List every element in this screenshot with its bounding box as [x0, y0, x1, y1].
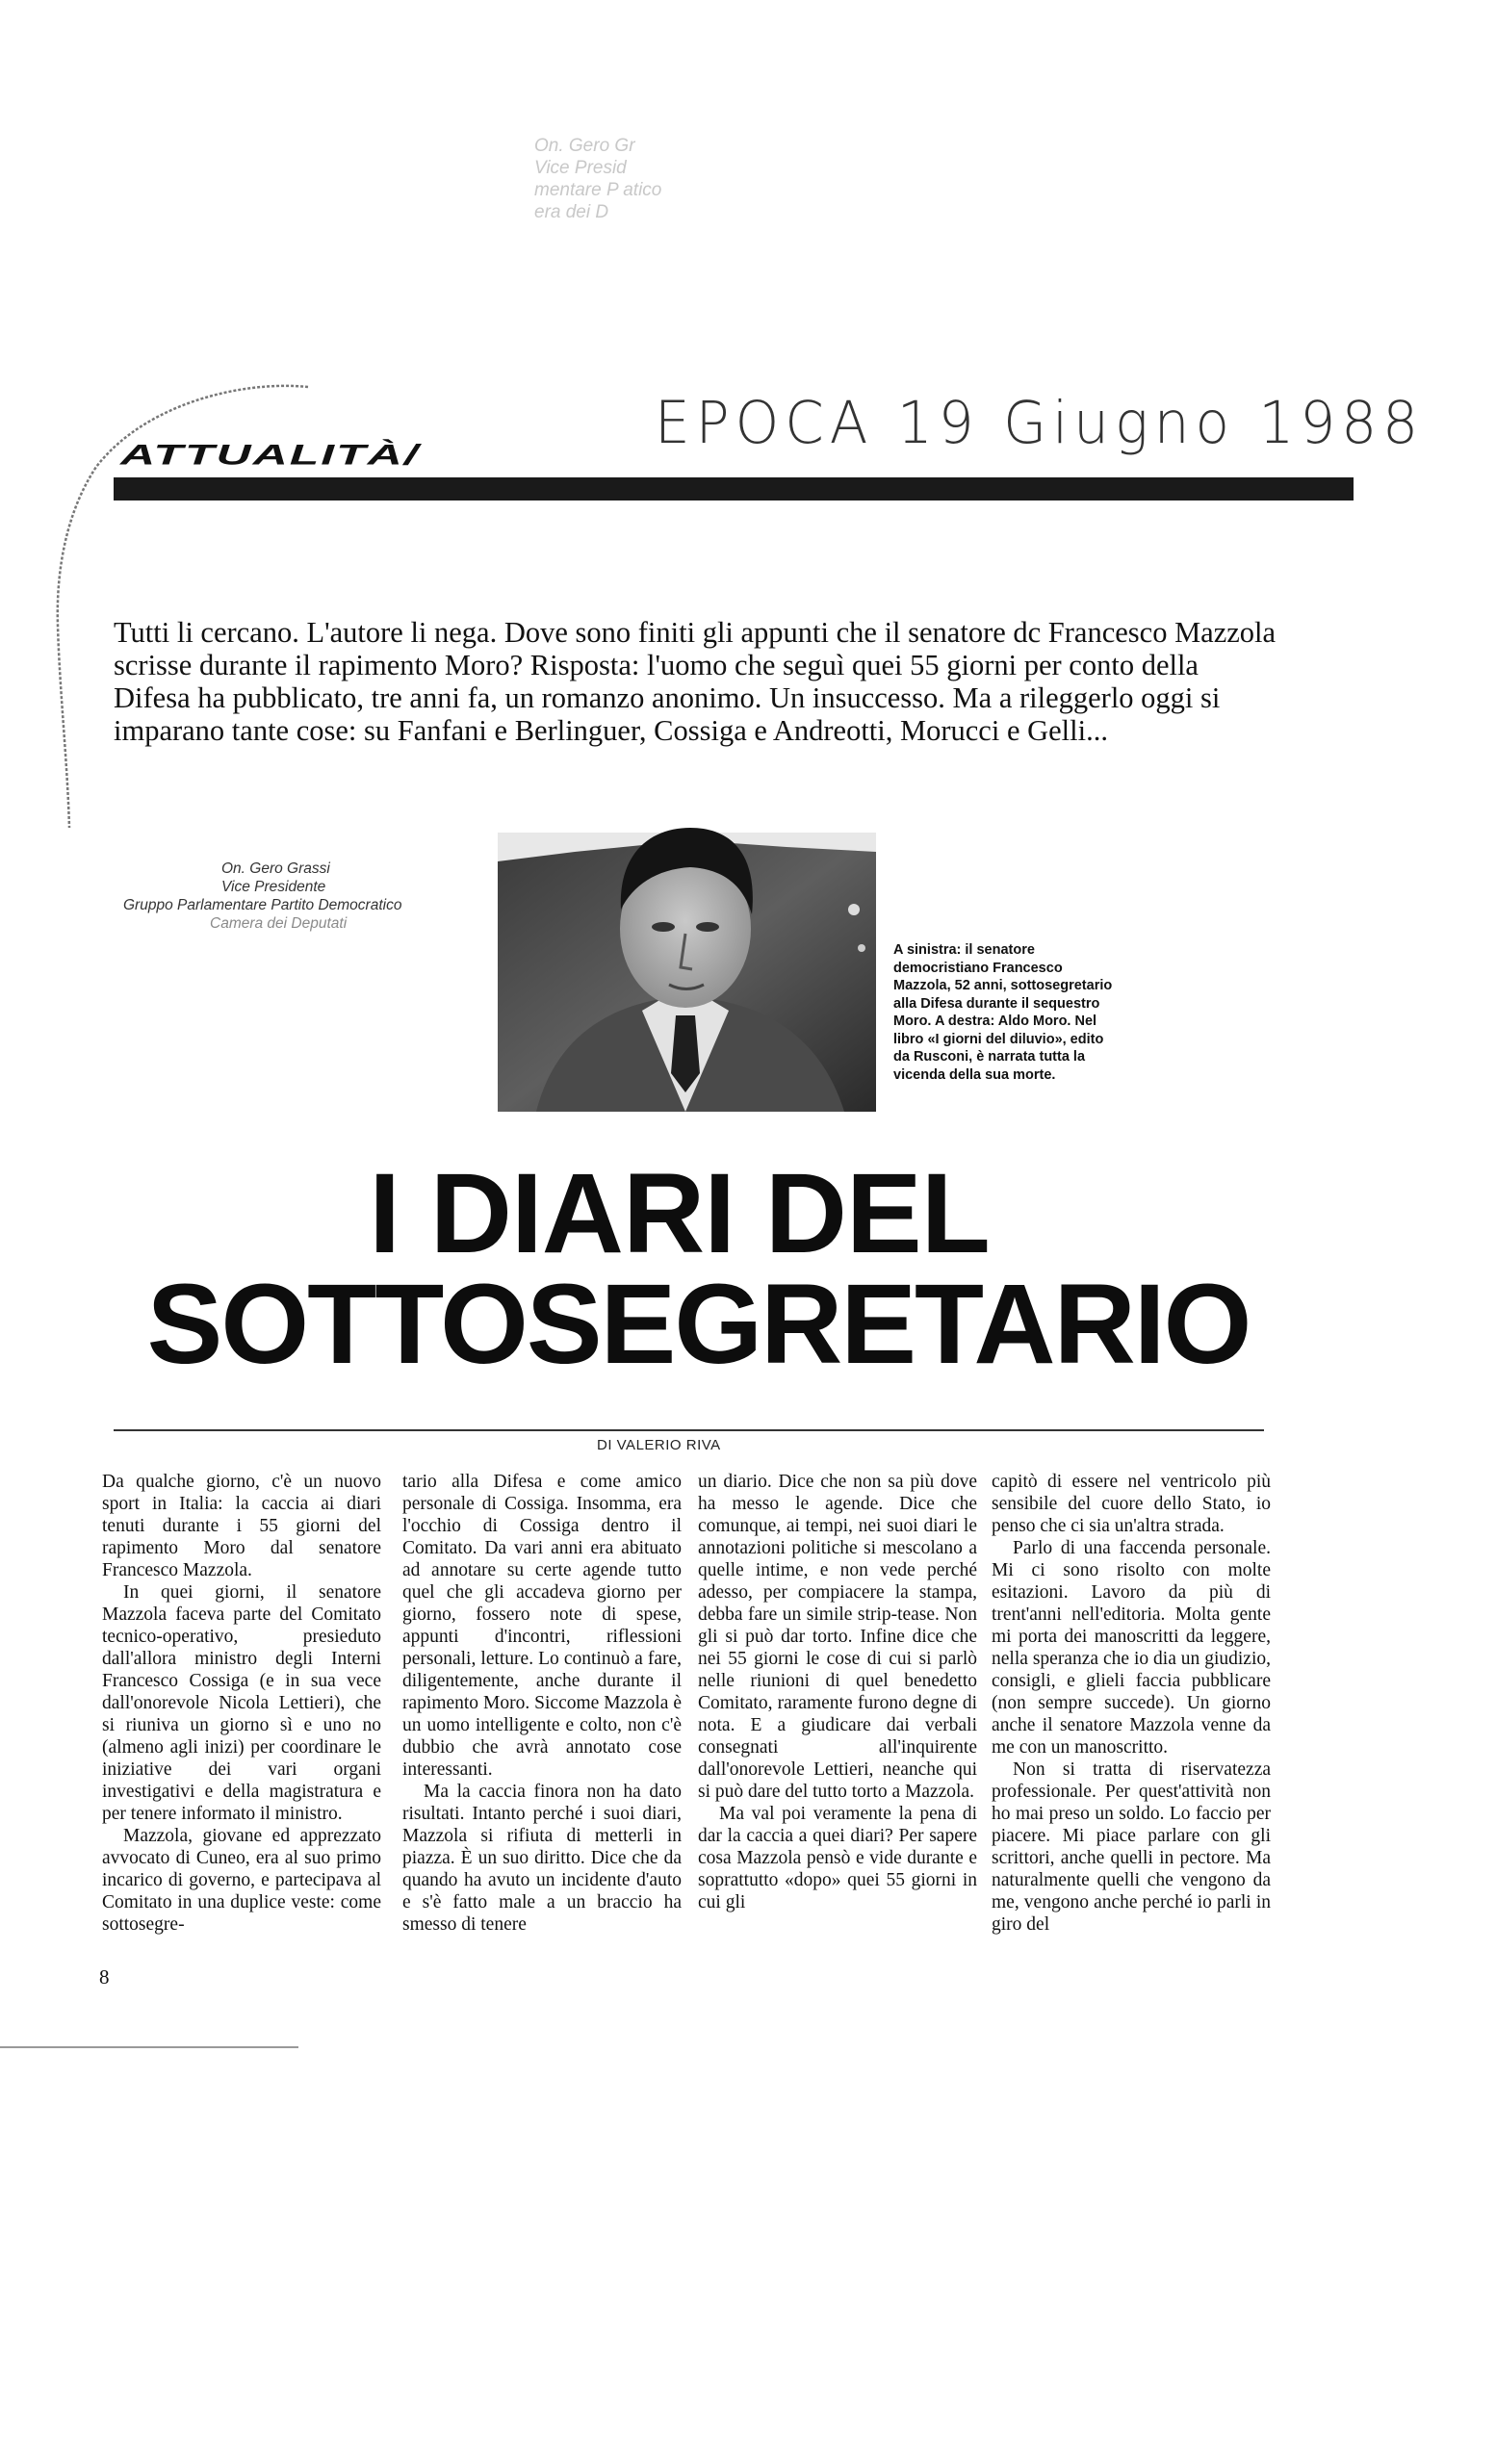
article-paragraph: Ma val poi veramente la pena di dar la caccia a quei diari? Per sapere cosa Mazzola pensò e vide durante e soprattutto «dopo» quei 55 giorni in cui gli — [698, 1804, 977, 1912]
stamp-top-line: mentare P atico — [534, 180, 662, 200]
article-column-2 — [402, 1471, 682, 1936]
article-paragraph: Ma la caccia finora non ha dato risultati. Intanto perché i suoi diari, Mazzola si rifiuta di metterli in piazza. È un suo diritto. Dice che da quando ha avuto un incidente d'auto e s'è fatto male a un braccio ha smesso di tenere — [402, 1782, 682, 1935]
deputy-stamp — [123, 860, 470, 933]
article-column-4 — [992, 1471, 1271, 1936]
article-paragraph: In quei giorni, il senatore Mazzola faceva parte del Comitato tecnico-operativo, presieduto dall'allora ministro degli Interni Francesco Cossiga (e in sua vece dall'onorevole Nicola Lettieri), che si riuniva un giorno sì e uno no (almeno agli inizi) per coordinare le iniziative dei vari organi investigativi e della magistratura e per tenere informato il ministro. — [102, 1582, 381, 1824]
page-number: 8 — [99, 1965, 110, 1989]
article-column-3 — [698, 1471, 977, 1913]
stamp-top-line: era dei D — [534, 202, 609, 222]
headline-line-1: I DIARI DEL — [369, 1150, 990, 1277]
article-paragraph: Da qualche giorno, c'è un nuovo sport in Italia: la caccia ai diari tenuti durante i 55 giorni del rapimento Moro dal senatore Francesco Mazzola. — [102, 1472, 381, 1580]
portrait-photo — [498, 794, 876, 1112]
stamp-top-line: On. Gero Gr — [534, 136, 635, 156]
stamp-role: Vice Presidente — [221, 879, 326, 895]
article-column-1 — [102, 1471, 381, 1936]
photo-caption: A sinistra: il senatore democristiano Francesco Mazzola, 52 anni, sottosegretario alla Difesa durante il sequestro Moro. A destra: Aldo Moro. Nel libro «I giorni del diluvio», edito da Rusconi, è narrata tutta la vicenda della sua morte. — [893, 942, 1113, 1083]
bottom-rule — [0, 2046, 298, 2048]
headline-line-2: SOTTOSEGRETARIO — [146, 1261, 1251, 1388]
stamp-chamber: Camera dei Deputati — [210, 915, 348, 932]
article-paragraph: Mazzola, giovane ed apprezzato avvocato di Cuneo, era al suo primo incarico di governo, e partecipava al Comitato in una duplice veste: come sottosegre- — [102, 1826, 381, 1935]
portrait-photo-graphic — [498, 794, 876, 1112]
section-label: ATTUALITÀ/ — [120, 438, 420, 472]
stamp-name: On. Gero Grassi — [221, 860, 330, 877]
article-paragraph: capitò di essere nel ventricolo più sensibile del cuore dello Stato, io penso che ci sia un'altra strada. — [992, 1472, 1271, 1536]
lede-paragraph: Tutti li cercano. L'autore li nega. Dove sono finiti gli appunti che il senatore dc Francesco Mazzola scrisse durante il rapimento Moro? Risposta: l'uomo che seguì quei 55 giorni per conto della Difesa ha pubblicato, tre anni fa, un romanzo anonimo. Un insuccesso. Ma a rileggerlo oggi si imparano tante cose: su Fanfani e Berlinguer, Cossiga e Andreotti, Morucci e Gelli... — [114, 616, 1277, 747]
stamp-group: Gruppo Parlamentare Partito Democratico — [123, 897, 402, 913]
byline-rule — [114, 1429, 1264, 1431]
article-paragraph: tario alla Difesa e come amico personale di Cossiga. Insomma, era l'occhio di Cossiga dentro il Comitato. Da vari anni era abituato ad annotare su certe agende tutto quel che gli accadeva giorno per giorno, fossero note di spese, appunti d'incontri, riflessioni personali, letture. Lo continuò a fare, diligentemente, anche durante il rapimento Moro. Siccome Mazzola è un uomo intelligente e colto, non c'è dubbio che avrà annotato cose interessanti. — [402, 1472, 682, 1780]
headline — [114, 1150, 1283, 1388]
byline: DI VALERIO RIVA — [597, 1437, 721, 1453]
article-paragraph: Non si tratta di riservatezza professionale. Per quest'attività non ho mai preso un soldo. Lo faccio per piacere. Mi piace parlare con gli scrittori, anche quelli in pectore. Ma naturalmente quelli che vengono da me, vengono anche perché io parli in giro del — [992, 1759, 1271, 1935]
article-paragraph: un diario. Dice che non sa più dove ha messo le agende. Dice che comunque, ai tempi, nei suoi diari le annotazioni politiche si mescolano a quelle intime, e non vede perché adesso, per compiacere la stampa, debba fare un simile strip-tease. Non gli si può dar torto. Infine dice che nei 55 giorni le cose di cui si parlò nelle riunioni di quel benedetto Comitato, raramente furono degne di nota. E a giudicare dai verbali consegnati all'inquirente dall'onorevole Lettieri, neanche qui si può dare del tutto torto a Mazzola. — [698, 1472, 977, 1802]
handwritten-note: EPOCA 19 Giugno 1988 — [655, 388, 1425, 457]
stamp-top-line: Vice Presid — [534, 158, 627, 178]
faded-stamp-top — [534, 135, 823, 223]
article-paragraph: Parlo di una faccenda personale. Mi ci sono risolto con molte esitazioni. Lavoro da più di trent'anni nell'editoria. Molta gente mi porta dei manoscritti da leggere, nella speranza che io dia un giudizio, consigli, e glieli faccia pubblicare (non sempre succede). Un giorno anche il senatore Mazzola venne da me con un manoscritto. — [992, 1538, 1271, 1758]
header-bar — [114, 477, 1354, 500]
